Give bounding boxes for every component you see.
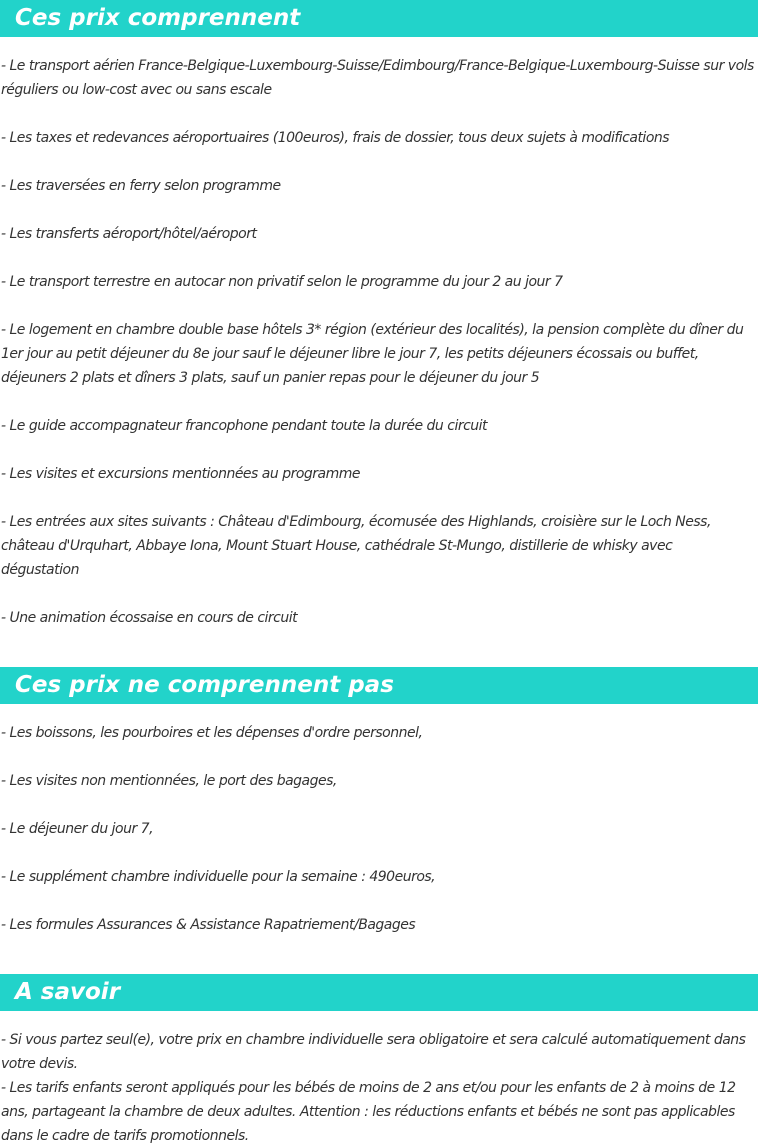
list-item: - Les formules Assurances & Assistance Rapatriement/Bagages (1, 917, 416, 933)
list-item: - Les taxes et redevances aéroportuaires (100euros), frais de dossier, tous deux sujets à modifications (1, 130, 670, 146)
good-to-know-list (0, 1011, 758, 1148)
list-item: - Si vous partez seul(e), votre prix en chambre individuelle sera obligatoire et sera calculé automatiquement dans votre devis. (1, 1032, 746, 1072)
section-header-included (0, 0, 758, 37)
section-header-good-to-know (0, 974, 758, 1011)
list-item: - Le guide accompagnateur francophone pendant toute la durée du circuit (1, 418, 488, 434)
list-item: - Une animation écossaise en cours de circuit (1, 610, 298, 626)
section-title-good-to-know: A savoir (15, 979, 121, 1005)
not-included-list (0, 704, 758, 937)
list-item: - Le déjeuner du jour 7, (1, 821, 154, 837)
list-item: - Les boissons, les pourboires et les dépenses d'ordre personnel, (1, 725, 423, 741)
list-item: - Les tarifs enfants seront appliqués pour les bébés de moins de 2 ans et/ou pour les enfants de 2 à moins de 12 ans, partageant la chambre de deux adultes. Attention : les réductions enfants et bébés ne sont pas applicables dans le cadre de tarifs promotionnels. (1, 1080, 736, 1144)
list-item: - Le transport aérien France-Belgique-Luxembourg-Suisse/Edimbourg/France-Belgique-Luxembourg-Suisse sur vols réguliers ou low-cost avec ou sans escale (1, 58, 754, 98)
section-title-not-included: Ces prix ne comprennent pas (15, 672, 394, 698)
list-item: - Les transferts aéroport/hôtel/aéroport (1, 226, 257, 242)
section-header-not-included (0, 667, 758, 704)
list-item: - Les entrées aux sites suivants : Château d'Edimbourg, écomusée des Highlands, croisière sur le Loch Ness, château d'Urquhart, Abbaye Iona, Mount Stuart House, cathédrale St-Mungo, distillerie de whisky avec dégustation (1, 514, 711, 578)
list-item: - Les visites et excursions mentionnées au programme (1, 466, 361, 482)
list-item: - Les visites non mentionnées, le port des bagages, (1, 773, 337, 789)
section-title-included: Ces prix comprennent (15, 5, 301, 31)
list-item: - Le transport terrestre en autocar non privatif selon le programme du jour 2 au jour 7 (1, 274, 563, 290)
list-item: - Les traversées en ferry selon programme (1, 178, 281, 194)
list-item: - Le supplément chambre individuelle pour la semaine : 490euros, (1, 869, 436, 885)
list-item: - Le logement en chambre double base hôtels 3* région (extérieur des localités), la pension complète du dîner du 1er jour au petit déjeuner du 8e jour sauf le déjeuner libre le jour 7, les petits déjeuners écossais ou buffet, déjeuners 2 plats et dîners 3 plats, sauf un panier repas pour le déjeuner du jour 5 (1, 322, 744, 386)
included-list (0, 37, 758, 630)
